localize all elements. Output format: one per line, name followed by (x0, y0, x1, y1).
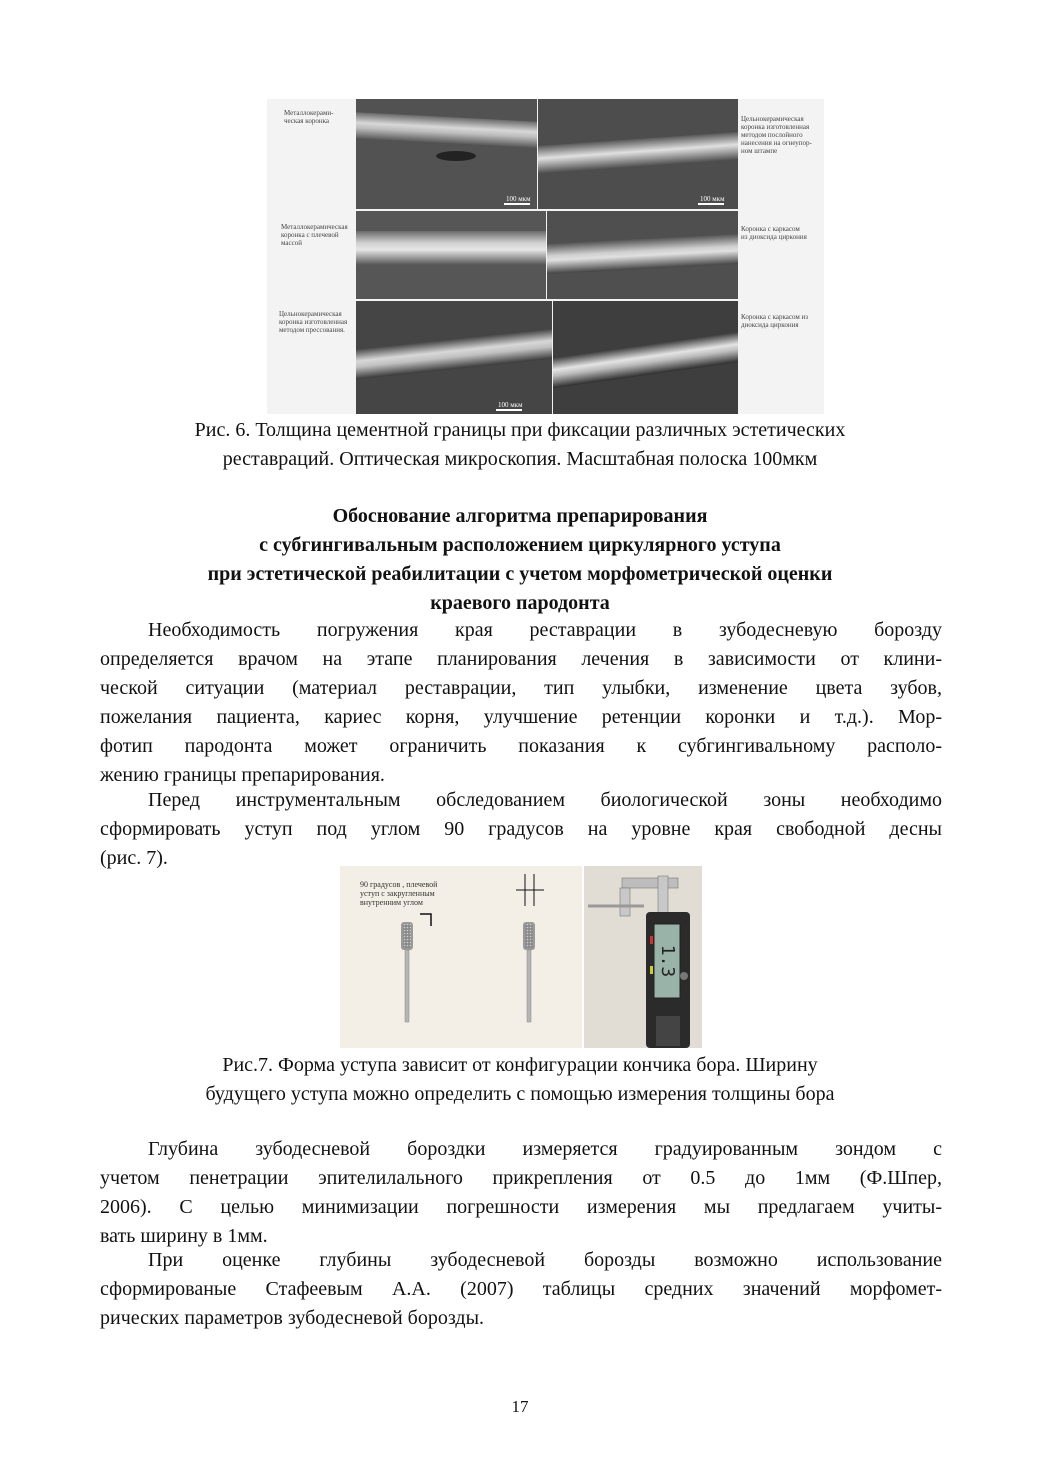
caption-line: будущего уступа можно определить с помощью измерения толщины бора (205, 1083, 835, 1105)
figure-7-caption (0, 1051, 1040, 1109)
fig6-label-left-3: Цельнокерамическая коронка изготовленная методом прессования. (279, 310, 348, 334)
fig6-label-left-1: Металлокерами- ческая коронка (284, 109, 334, 125)
heading-line: краевого пародонта (430, 592, 610, 614)
figure-7-caliper-photo (584, 866, 702, 1048)
text-line: 2006). С целью минимизации погрешности измерения мы предлагаем учиты- (100, 1196, 942, 1218)
text-line: сформировать уступ под углом 90 градусов на уровне края свободной десны (100, 818, 942, 840)
paragraph-2 (100, 786, 942, 873)
text-line: вать ширину в 1мм. (100, 1225, 268, 1247)
micrograph-3 (356, 211, 546, 299)
bur-drawings (340, 866, 582, 1048)
page-number: 17 (511, 1397, 529, 1416)
text-line: фотип пародонта может ограничить показания к субгингивальному располо- (100, 735, 942, 757)
micrograph-2 (538, 99, 738, 209)
fig6-label-right-1: Цельнокерамическая коронка изготовленная методом послойного нанесения на огнеупор- ном штампе (741, 115, 812, 155)
text-line: рических параметров зубодесневой борозды. (100, 1307, 485, 1329)
section-heading (0, 502, 1040, 618)
fig6-label-right-3: Коронка с каркасом из диоксида циркония (741, 313, 809, 329)
text-line: сформированые Стафеевым А.А. (2007) таблицы средних значений морфомет- (100, 1278, 942, 1300)
svg-text:1.3: 1.3 (657, 944, 678, 978)
caliper-illustration (584, 866, 702, 1048)
fig6-label-left-2: Металлокерамическая коронка с плечевой массой (281, 223, 348, 247)
text-line: (рис. 7). (100, 847, 168, 869)
scale-label-3: 100 мкм (498, 401, 523, 409)
text-line: жению границы препарирования. (100, 764, 385, 786)
scale-label-1: 100 мкм (506, 195, 531, 203)
figure-7-bur-diagram (340, 866, 582, 1048)
figure-6-microscopy (267, 99, 824, 414)
heading-line: с субгингивальным расположением циркулярного уступа (259, 534, 781, 556)
text-line: При оценке глубины зубодесневой борозды возможно использование (148, 1249, 942, 1271)
paragraph-1 (100, 616, 942, 790)
text-line: Перед инструментальным обследованием биологической зоны необходимо (148, 789, 942, 811)
caption-line: реставраций. Оптическая микроскопия. Масштабная полоска 100мкм (222, 448, 818, 470)
heading-line: при эстетической реабилитации с учетом морфометрической оценки (207, 563, 833, 585)
text-line: ческой ситуации (материал реставрации, тип улыбки, изменение цвета зубов, (100, 677, 942, 699)
text-line: определяется врачом на этапе планирования лечения в зависимости от клини- (100, 648, 942, 670)
micrograph-4 (547, 211, 738, 299)
heading-line: Обоснование алгоритма препарирования (332, 505, 708, 527)
text-line: пожелания пациента, кариес корня, улучшение ретенции коронки и т.д.). Мор- (100, 706, 942, 728)
caption-line: Рис.7. Форма уступа зависит от конфигурации кончика бора. Ширину (222, 1054, 818, 1076)
micrograph-6 (553, 301, 738, 414)
paragraph-4 (100, 1246, 942, 1333)
fig6-label-right-2: Коронка с каркасом из диоксида циркония (741, 225, 807, 241)
text-line: учетом пенетрации эпителилального прикрепления от 0.5 до 1мм (Ф.Шпер, (100, 1167, 942, 1189)
scale-label-2: 100 мкм (700, 195, 725, 203)
caption-line: Рис. 6. Толщина цементной границы при фиксации различных эстетических (194, 419, 846, 441)
paragraph-3 (100, 1135, 942, 1251)
text-line: Необходимость погружения края реставрации в зубодесневую борозду (148, 619, 942, 641)
text-line: Глубина зубодесневой бороздки измеряется градуированным зондом с (148, 1138, 942, 1160)
fig7-label: 90 градусов , плечевой уступ с закругленным внутренним углом (360, 880, 438, 907)
figure-6-caption (0, 416, 1040, 474)
micrograph-5 (356, 301, 552, 414)
micrograph-1 (356, 99, 537, 209)
